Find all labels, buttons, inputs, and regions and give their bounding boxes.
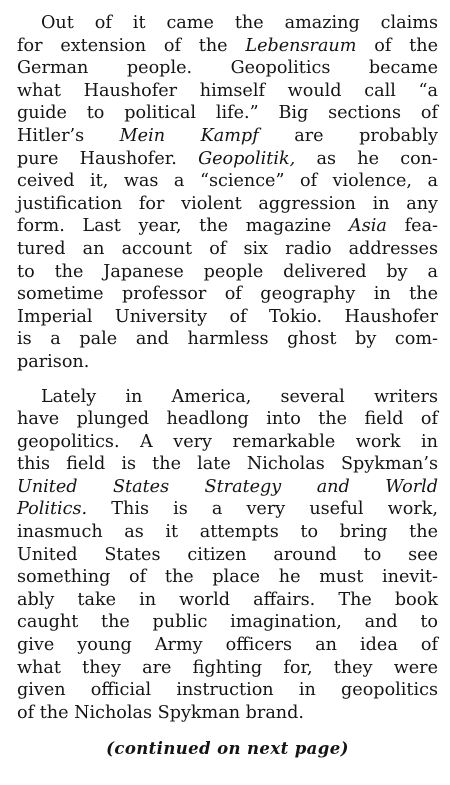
text-segment: Out of it came the amazing claims xyxy=(41,13,438,33)
italic-text: Geopolitik, xyxy=(198,148,296,169)
paragraph xyxy=(17,386,438,725)
text-line xyxy=(17,215,438,238)
text-line xyxy=(17,351,438,374)
text-line xyxy=(17,498,438,521)
text-line xyxy=(17,35,438,58)
text-segment: for extension of the xyxy=(17,35,246,56)
text-segment: Imperial University of Tokio. Haushofer xyxy=(17,306,438,327)
text-line xyxy=(17,102,438,125)
text-segment: of the Nicholas Spykman brand. xyxy=(17,702,304,723)
text-line xyxy=(17,261,438,284)
text-segment: United States citizen around to see xyxy=(17,544,438,565)
continued-notice: (continued on next page) xyxy=(106,739,349,759)
text-segment: form. Last year, the magazine xyxy=(17,216,350,237)
text-segment: are probably xyxy=(258,125,438,146)
text-line xyxy=(17,80,438,103)
text-segment: give young Army officers an idea of xyxy=(17,635,438,656)
text-segment: given official instruction in geopolitics xyxy=(17,680,438,701)
italic-text: Asia xyxy=(349,216,387,237)
article-body xyxy=(17,12,438,724)
text-segment: caught the public imagination, and to xyxy=(17,612,438,633)
text-segment: what they are fighting for, they were xyxy=(17,657,438,678)
text-segment: sometime professor of geography in the xyxy=(17,284,438,305)
text-segment: parison. xyxy=(17,351,90,372)
text-segment: inasmuch as it attempts to bring the xyxy=(17,522,438,543)
text-line xyxy=(17,589,438,612)
text-segment: ceived it, was a “science” of violence, a xyxy=(17,171,438,192)
text-line xyxy=(17,408,438,431)
text-line xyxy=(17,521,438,544)
text-line xyxy=(17,193,438,216)
text-line xyxy=(17,386,438,409)
text-segment: ably take in world affairs. The book xyxy=(17,589,438,610)
text-line xyxy=(17,657,438,680)
text-line xyxy=(17,702,438,725)
italic-text: United States Strategy and World xyxy=(17,476,438,497)
text-segment: something of the place he must inevit- xyxy=(17,567,438,588)
text-line xyxy=(17,12,438,35)
text-segment: Lately in America, several writers xyxy=(41,386,438,407)
italic-text: Lebensraum xyxy=(245,35,357,56)
text-line xyxy=(17,611,438,634)
text-line xyxy=(17,283,438,306)
italic-text: Politics. xyxy=(17,499,88,520)
text-line xyxy=(17,544,438,567)
text-line xyxy=(17,566,438,589)
text-line xyxy=(17,453,438,476)
text-segment: to the Japanese people delivered by a xyxy=(17,261,438,282)
text-segment: justification for violent aggression in any xyxy=(17,193,438,214)
text-segment: is a pale and harmless ghost by com- xyxy=(17,329,438,350)
text-segment: have plunged headlong into the field of xyxy=(17,409,438,430)
text-line xyxy=(17,125,438,148)
text-line xyxy=(17,679,438,702)
text-segment: This is a very useful work, xyxy=(87,499,438,520)
text-line xyxy=(17,476,438,499)
text-segment: this field is the late Nicholas Spykman’s xyxy=(17,454,438,475)
paragraph xyxy=(17,12,438,374)
text-segment: guide to political life.” Big sections of xyxy=(17,103,438,124)
text-segment: pure Haushofer. xyxy=(17,148,199,169)
italic-text: Mein Kampf xyxy=(119,125,259,146)
text-line xyxy=(17,170,438,193)
text-line xyxy=(17,634,438,657)
text-segment: as he con- xyxy=(295,148,438,169)
text-line xyxy=(17,57,438,80)
text-segment: Hitler’s xyxy=(17,125,120,146)
text-line xyxy=(17,306,438,329)
text-segment: tured an account of six radio addresses xyxy=(17,238,438,259)
text-segment: of the xyxy=(356,35,438,56)
text-segment: geopolitics. A very remarkable work in xyxy=(17,431,438,452)
text-segment: German people. Geopolitics became xyxy=(17,58,438,79)
paragraph-gap xyxy=(17,374,438,386)
text-line xyxy=(17,431,438,454)
text-line xyxy=(17,148,438,171)
text-segment: fea- xyxy=(386,216,439,237)
text-line xyxy=(17,238,438,261)
text-segment: what Haushofer himself would call “a xyxy=(17,80,438,101)
text-line xyxy=(17,328,438,351)
